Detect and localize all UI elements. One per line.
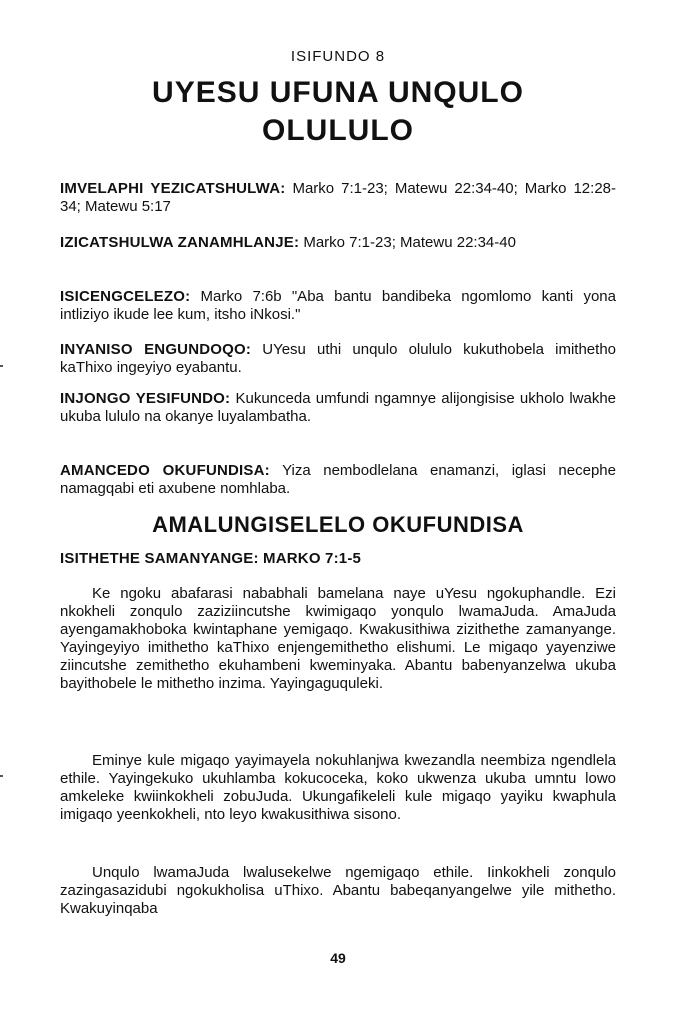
edge-mark: [0, 365, 3, 367]
meta-label: INYANISO ENGUNDOQO:: [60, 341, 252, 358]
meta-text: Marko 7:6b "Aba bantu bandibeka ngomlomo kanti yona intliziyo ikude lee kum, itsho iNkosi.": [60, 288, 616, 323]
meta-label: IZICATSHULWA ZANAMHLANJE:: [60, 234, 300, 251]
title-line-1: UYESU UFUNA UNQULO: [152, 76, 524, 109]
lesson-label: ISIFUNDO 8: [290, 48, 386, 65]
reading-heading: ISITHETHE SAMANYANGE: MARKO 7:1-5: [60, 550, 362, 567]
body-paragraph: Ke ngoku abafarasi nababhali bamelana naye uYesu ngokuphandle. Ezi nkokheli zonqulo zaziziincutshe kwimigaqo yonqulo lwamaJuda. AmaJuda ayengamakhoboka kwintaphane yemigaqo. Kwakusithiwa zizithethe zamanyange. Yayingeyiyo imithetho kaThixo enjengemithetho elishumi. Le migaqo yayenziwe ziincutshe zemithetho ekuhambeni kweminyaka. Abantu babenyanzelwa ukuba bayithobele le mithetho inzima. Yayingaguquleki.: [60, 585, 616, 692]
meta-text: UYesu uthi unqulo olululo kukuthobela imithetho kaThixo ingeyiyo eyabantu.: [60, 341, 616, 376]
meta-teaching-aids: [60, 462, 616, 498]
body-paragraph: Eminye kule migaqo yayimayela nokuhlanjwa kwezandla neembiza ngendlela ethile. Yayingekuko ukuhlamba kokucoceka, koko ukwenza ukuba umntu lowo amkeleke kwiinkokheli zobuJuda. Ukungafikeleli kule migaqo yayiku kwaphula imigaqo yeenkokheli, nto leyo kwakusithiwa sisono.: [60, 752, 616, 823]
edge-mark: [0, 775, 3, 777]
meta-lesson-aim: [60, 390, 616, 426]
meta-sources: [60, 180, 616, 216]
title-line-2: OLULULO: [262, 114, 414, 147]
meta-label: AMANCEDO OKUFUNDISA:: [60, 462, 270, 479]
meta-text: Marko 7:1-23; Matewu 22:34-40: [303, 234, 516, 251]
meta-todays-scriptures: [60, 234, 616, 252]
page-number: 49: [330, 950, 346, 966]
body-paragraph: Unqulo lwamaJuda lwalusekelwe ngemigaqo ethile. Iinkokheli zonqulo zazingasazidubi ngokukholisa uThixo. Abantu babeqanyangelwe yile mithetho. Kwakuyinqaba: [60, 864, 616, 917]
section-heading: AMALUNGISELELO OKUFUNDISA: [152, 512, 524, 537]
meta-label: IMVELAPHI YEZICATSHULWA:: [60, 180, 286, 197]
meta-label: ISICENGCELEZO:: [60, 288, 191, 305]
meta-text: Yiza nembodlelana enamanzi, iglasi necephe namagqabi eti axubene nomhlaba.: [60, 462, 616, 497]
meta-label: INJONGO YESIFUNDO:: [60, 390, 231, 407]
meta-text: Marko 7:1-23; Matewu 22:34-40; Marko 12:28-34; Matewu 5:17: [60, 180, 616, 215]
meta-key-truth: [60, 341, 616, 377]
meta-text: Kukunceda umfundi ngamnye alijongisise ukholo lwakhe ukuba lululo na okanye luyalambatha.: [60, 390, 617, 425]
lesson-title: [60, 74, 616, 150]
meta-memory-verse: [60, 288, 616, 324]
